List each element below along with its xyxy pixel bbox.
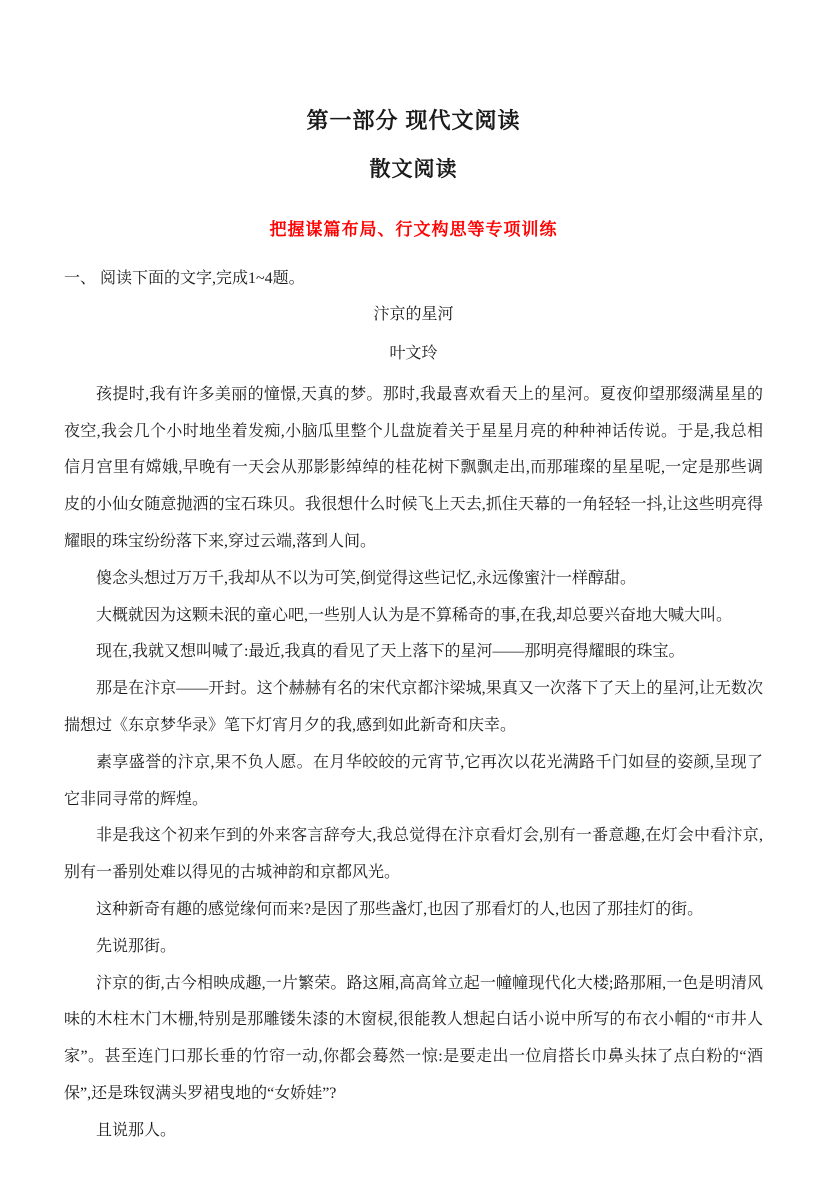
instruction-text: 一、 阅读下面的文字,完成1~4题。	[64, 270, 305, 287]
part-title: 第一部分 现代文阅读	[306, 108, 521, 133]
essay-title: 汴京的星河	[373, 305, 454, 323]
essay-paragraph: 孩提时,我有许多美丽的憧憬,天真的梦。那时,我最喜欢看天上的星河。夏夜仰望那缀满星星的夜空,我会几个小时地坐着发痴,小脑瓜里整个儿盘旋着关于星星月亮的种种神话传说。于是,我总相信月宫里有嫦娥,早晚有一天会从那影影绰绰的桂花树下飘飘走出,而那璀璨的星星呢,一定是那些调皮的小仙女随意抛洒的宝石珠贝。我很想什么时候飞上天去,抓住天幕的一角轻轻一抖,让这些明亮得耀眼的珠宝纷纷落下来,穿过云端,落到人间。	[64, 385, 763, 550]
training-title: 把握谋篇布局、行文构思等专项训练	[269, 220, 558, 239]
section-title: 散文阅读	[369, 158, 458, 181]
essay-paragraph: 且说那人。	[96, 1121, 177, 1139]
essay-paragraph: 大概就因为这颗未泯的童心吧,一些别人认为是不算稀奇的事,在我,却总要兴奋地大喊大叫。	[96, 606, 733, 624]
essay-body	[64, 377, 763, 1150]
essay-paragraph: 那是在汴京——开封。这个赫赫有名的宋代京都汴梁城,果真又一次落下了天上的星河,让无数次揣想过《东京梦华录》笔下灯宵月夕的我,感到如此新奇和庆幸。	[64, 680, 763, 734]
essay-paragraph: 非是我这个初来乍到的外来客言辞夸大,我总觉得在汴京看灯会,别有一番意趣,在灯会中看汴京,别有一番别处难以得见的古城神韵和京都风光。	[64, 827, 763, 882]
essay-paragraph: 先说那街。	[96, 937, 177, 955]
essay-paragraph: 傻念头想过万万千,我却从不以为可笑,倒觉得这些记忆,永远像蜜汁一样醇甜。	[96, 569, 637, 587]
essay-paragraph: 汴京的街,古今相映成趣,一片繁荣。路这厢,高高耸立起一幢幢现代化大楼;路那厢,一色是明清风味的木柱木门木栅,特别是那雕镂朱漆的木窗棂,很能教人想起白话小说中所写的布衣小帽的“市井人家”。甚至连门口那长垂的竹帘一动,你都会蓦然一惊:是要走出一位肩搭长巾鼻头抹了点白粉的“酒保”,还是珠钗满头罗裙曳地的“女娇娃”?	[64, 974, 763, 1102]
essay-paragraph: 这种新奇有趣的感觉缘何而来?是因了那些盏灯,也因了那看灯的人,也因了那挂灯的街。	[96, 900, 704, 918]
essay-paragraph: 现在,我就又想叫喊了:最近,我真的看见了天上落下的星河——那明亮得耀眼的珠宝。	[96, 643, 685, 661]
essay-author: 叶文玲	[389, 345, 438, 363]
essay-paragraph: 素享盛誉的汴京,果不负人愿。在月华皎皎的元宵节,它再次以花光满路千门如昼的姿颜,呈现了它非同寻常的辉煌。	[64, 753, 763, 808]
